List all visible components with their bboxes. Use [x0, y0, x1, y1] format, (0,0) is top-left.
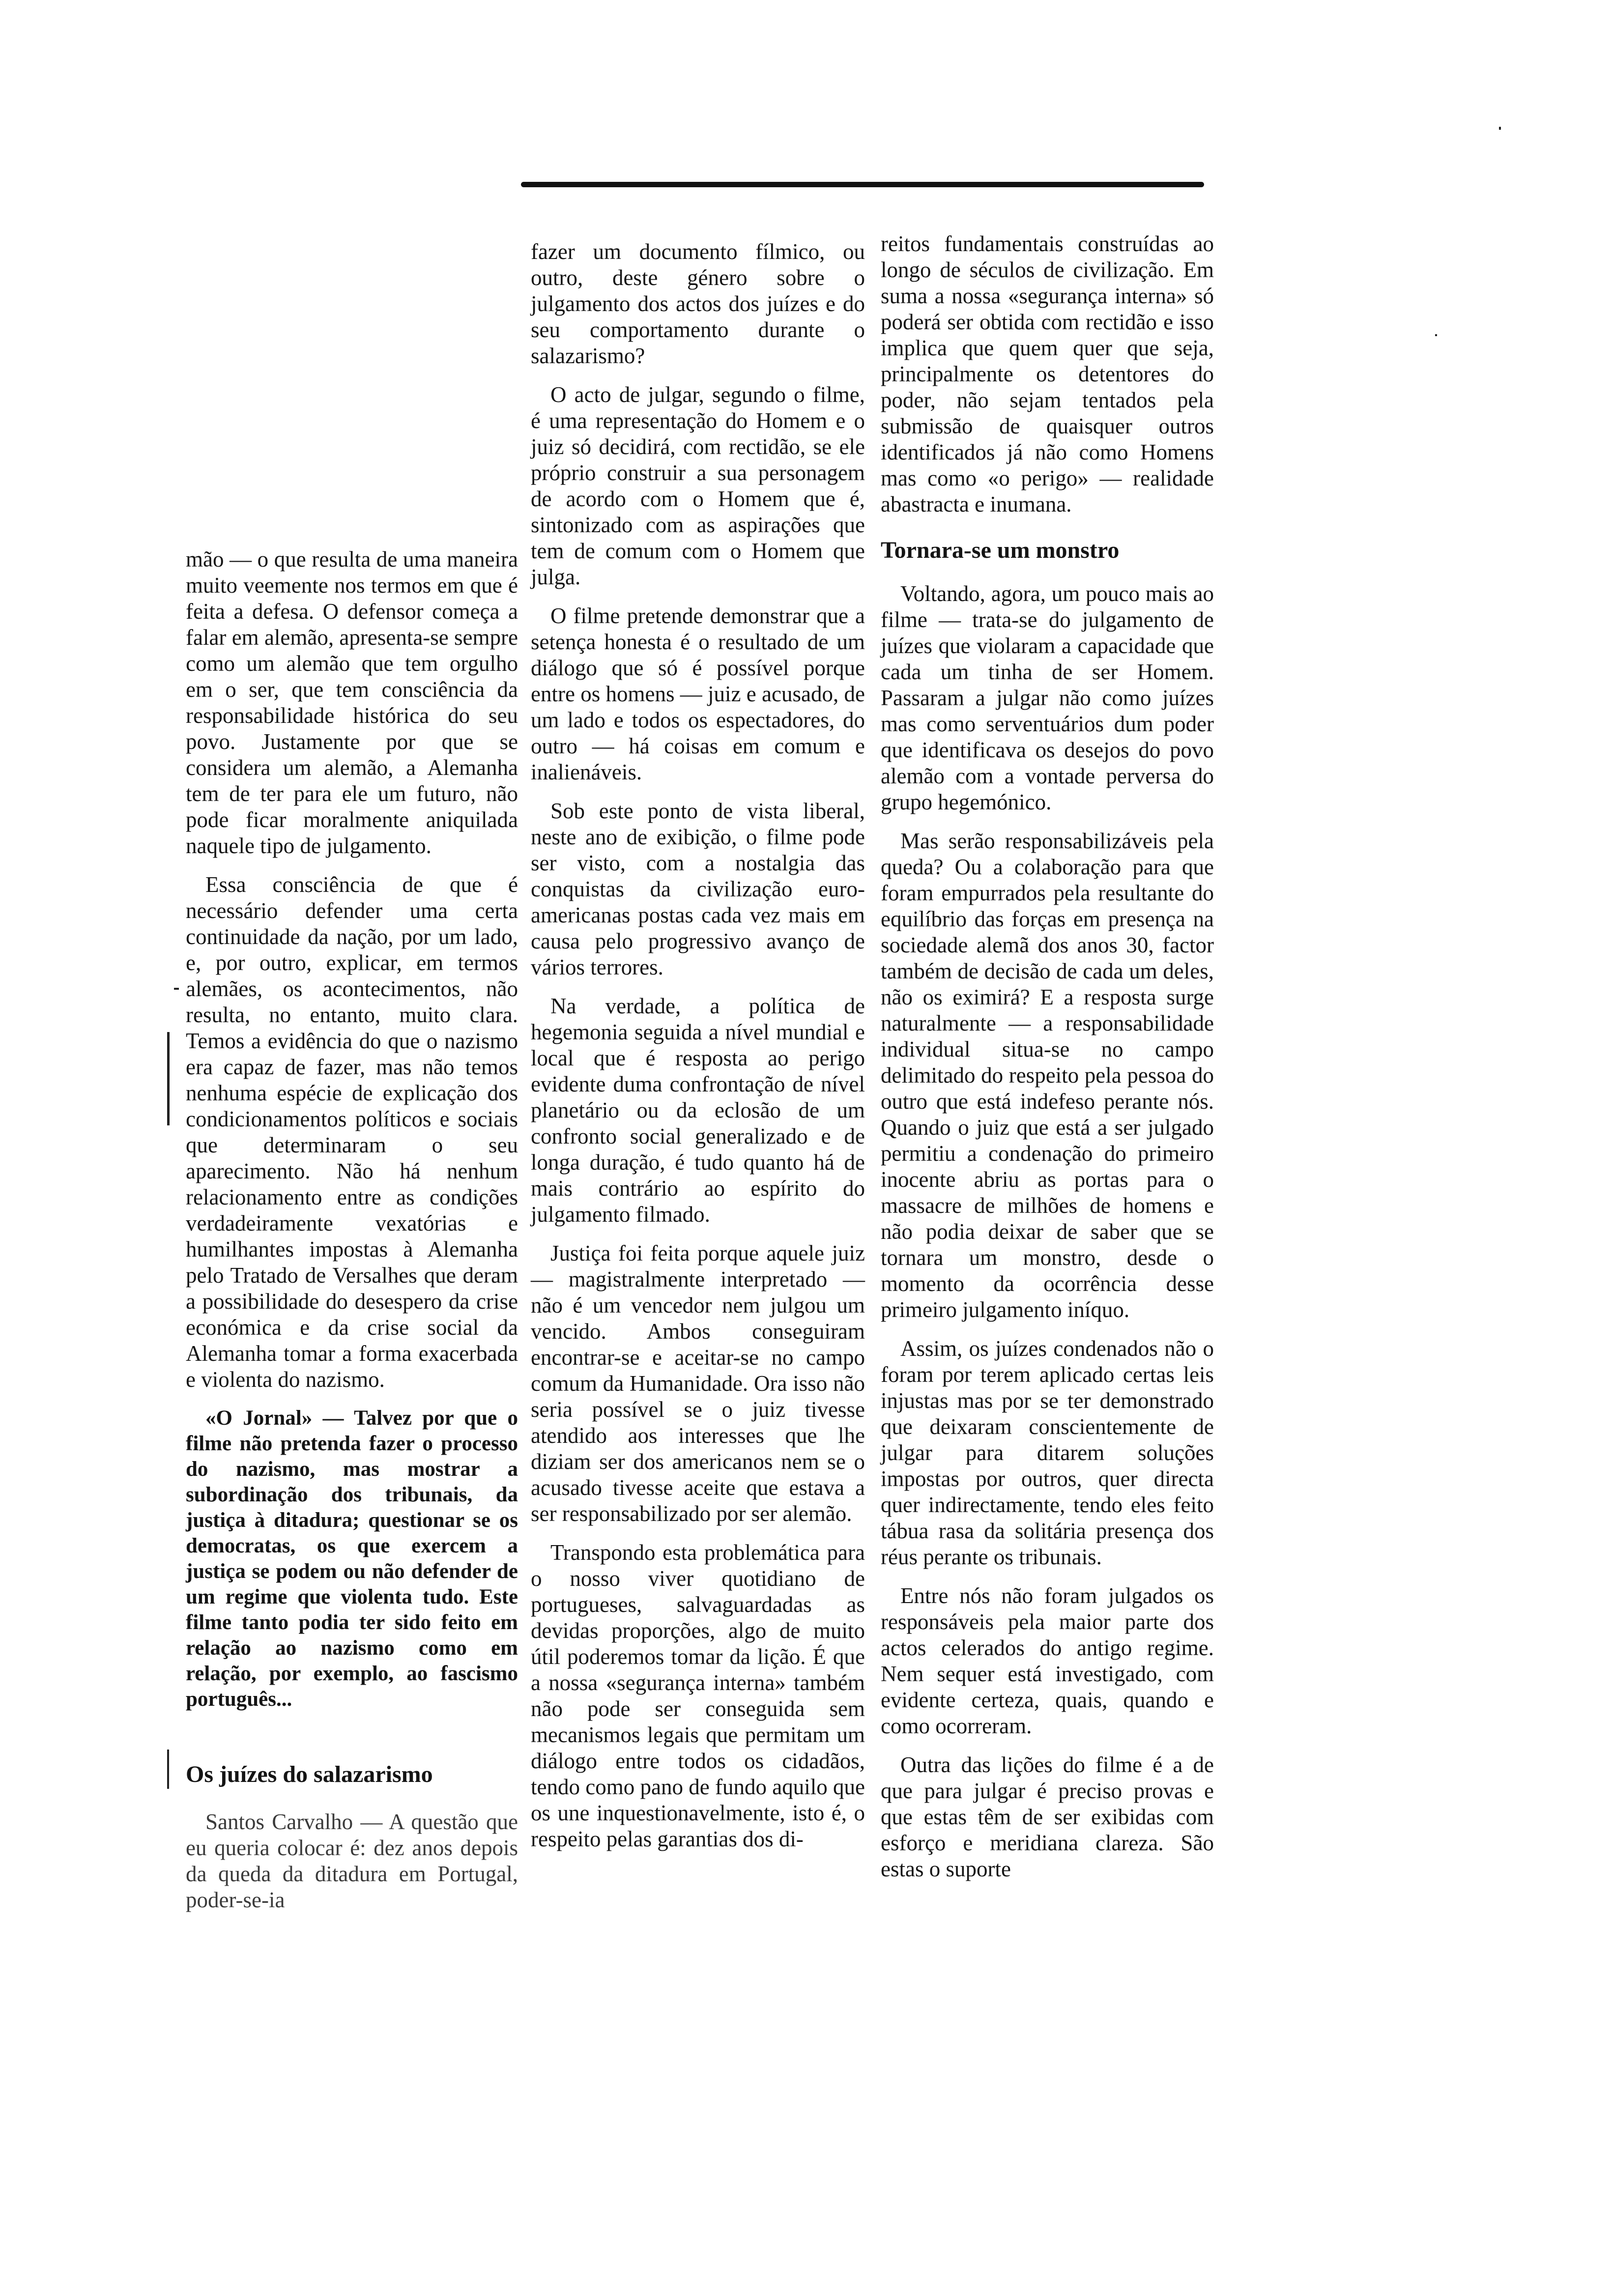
paragraph: O filme pretende demonstrar que a setença honesta é o resultado de um diálogo que só é possível porque entre os homens — juiz e acusado, de um lado e todos os espectadores, do outro — há coisas em comum e inalienáveis. — [531, 603, 865, 784]
column-2 — [531, 239, 865, 1865]
paragraph: Mas serão responsabilizáveis pela queda? Ou a colaboração para que foram empurrados pela resultante do equilíbrio das forças em presença na sociedade alemã dos anos 30, factor também de decisão de cada um deles, não os eximirá? E a resposta surge naturalmente — a responsabilidade individual situa-se no campo delimitado do respeito pela pessoa do outro que está indefeso perante nós. Quando o juiz que está a ser julgado permitiu a condenação do primeiro inocente abriu as portas para o massacre de milhões de homens e não podia deixar de saber que se tornara um monstro, desde o momento da ocorrência desse primeiro julgamento iníquo. — [881, 829, 1214, 1322]
paragraph: O acto de julgar, segundo o filme, é uma representação do Homem e o juiz só decidirá, com rectidão, se ele próprio construir a sua personagem de acordo com o Homem que é, sintonizado com as aspirações que tem de comum com o Homem que julga. — [531, 382, 865, 589]
section-heading: Os juízes do salazarismo — [186, 1761, 433, 1787]
paragraph: Transpondo esta problemática para o nosso viver quotidiano de portugueses, salvaguardadas as devidas proporções, algo de muito útil poderemos tomar da lição. É que a nossa «segurança interna» também não pode ser conseguida sem mecanismos legais que permitam um diálogo entre todos os cidadãos, tendo como pano de fundo aquilo que os une inquestionavelmente, isto é, o respeito pelas garantias dos di- — [531, 1540, 865, 1851]
margin-dot — [174, 988, 179, 990]
column-1 — [186, 546, 518, 1926]
paragraph: reitos fundamentais construídas ao longo de séculos de civilização. Em suma a nossa «segurança interna» só poderá ser obtida com rectidão e isso implica que quem quer que seja, principalmente os detentores do poder, não sejam tentados pela submissão de quaisquer outros identificados já não como Homens mas como «o perigo» — realidade abastracta e inumana. — [881, 231, 1214, 517]
paragraph: Na verdade, a política de hegemonia seguida a nível mundial e local que é resposta ao perigo evidente duma confrontação de nível planetário ou da eclosão de um confronto social generalizado e de longa duração, é tudo quanto há de mais contrário ao espírito do julgamento filmado. — [531, 994, 865, 1227]
paragraph: Justiça foi feita porque aquele juiz — magistralmente interpretado — não é um vencedor nem julgou um vencido. Ambos conseguiram encontrar-se e aceitar-se no campo comum da Humanidade. Ora isso não seria possível se o juiz tivesse atendido aos interesses que lhe diziam ser dos americanos nem se o acusado tivesse aceite que estava a ser responsabilizado por ser alemão. — [531, 1241, 865, 1526]
margin-mark — [167, 1750, 169, 1789]
paragraph: Outra das lições do filme é a de que para julgar é preciso provas e que estas têm de ser exibidas com esforço e meridiana clareza. São estas o suporte — [881, 1752, 1214, 1881]
paragraph: Entre nós não foram julgados os responsáveis pela maior parte dos actos celerados do antigo regime. Nem sequer está investigado, com evidente certeza, quais, quando e como ocorreram. — [881, 1583, 1214, 1738]
paragraph: Voltando, agora, um pouco mais ao filme — trata-se do julgamento de juízes que violaram a capacidade que cada um tinha de ser Homem. Passaram a julgar não como juízes mas como serventuários dum poder que identificava os desejos do povo alemão com a vontade perversa do grupo hegemónico. — [881, 581, 1214, 814]
column-3 — [881, 231, 1214, 1895]
header-rule — [521, 182, 1204, 187]
paragraph: mão — o que resulta de uma maneira muito veemente nos termos em que é feita a defesa. O defensor começa a falar em alemão, apresenta-se sempre como um alemão que tem orgulho em o ser, que tem consciência da responsabilidade histórica do seu povo. Justamente por que se considera um alemão, a Alemanha tem de ter para ele um futuro, não pode ficar moralmente aniquilada naquele tipo de julgamento. — [186, 547, 518, 858]
paragraph: Essa consciência de que é necessário defender uma certa continuidade da nação, por um lado, e, por outro, explicar, em termos alemães, os acontecimentos, não resulta, no entanto, muito clara. Temos a evidência do que o nazismo era capaz de fazer, mas não temos nenhuma espécie de explicação dos condicionamentos políticos e sociais que determinaram o seu aparecimento. Não há nenhum relacionamento entre as condições verdadeiramente vexatórias e humilhantes impostas à Alemanha pelo Tratado de Versalhes que deram a possibilidade do desespero da crise económica e da crise social da Alemanha tomar a forma exacerbada e violenta do nazismo. — [186, 872, 518, 1392]
paragraph: Sob este ponto de vista liberal, neste ano de exibição, o filme pode ser visto, com a nostalgia das conquistas da civilização euro-americanas postas cada vez mais em causa pelo progressivo avanço de vários terrores. — [531, 799, 865, 979]
margin-dot — [1435, 334, 1437, 336]
interview-question: «O Jornal» — Talvez por que o filme não pretenda fazer o processo do nazismo, mas mostrar a subordinação dos tribunais, da justiça à ditadura; questionar se os democratas, os que exercem a justiça se podem ou não defender de um regime que violenta tudo. Este filme tanto podia ter sido feito em relação ao nazismo como em relação, por exemplo, ao fascismo português... — [186, 1406, 518, 1711]
margin-mark — [167, 1032, 170, 1125]
paragraph: Assim, os juízes condenados não o foram por terem aplicado certas leis injustas mas por se ter demonstrado que deixaram conscientemente de julgar para ditarem soluções impostas por outros, quer directa quer indirectamente, tendo eles feito tábua rasa da solitária presença dos réus perante os tribunais. — [881, 1336, 1214, 1569]
paragraph: Santos Carvalho — A questão que eu queria colocar é: dez anos depois da queda da ditadura em Portugal, poder-se-ia — [186, 1809, 518, 1912]
paragraph: fazer um documento fílmico, ou outro, deste género sobre o julgamento dos actos dos juízes e do seu comportamento durante o salazarismo? — [531, 239, 865, 368]
margin-dot — [1499, 127, 1501, 130]
section-heading: Tornara-se um monstro — [881, 537, 1120, 563]
